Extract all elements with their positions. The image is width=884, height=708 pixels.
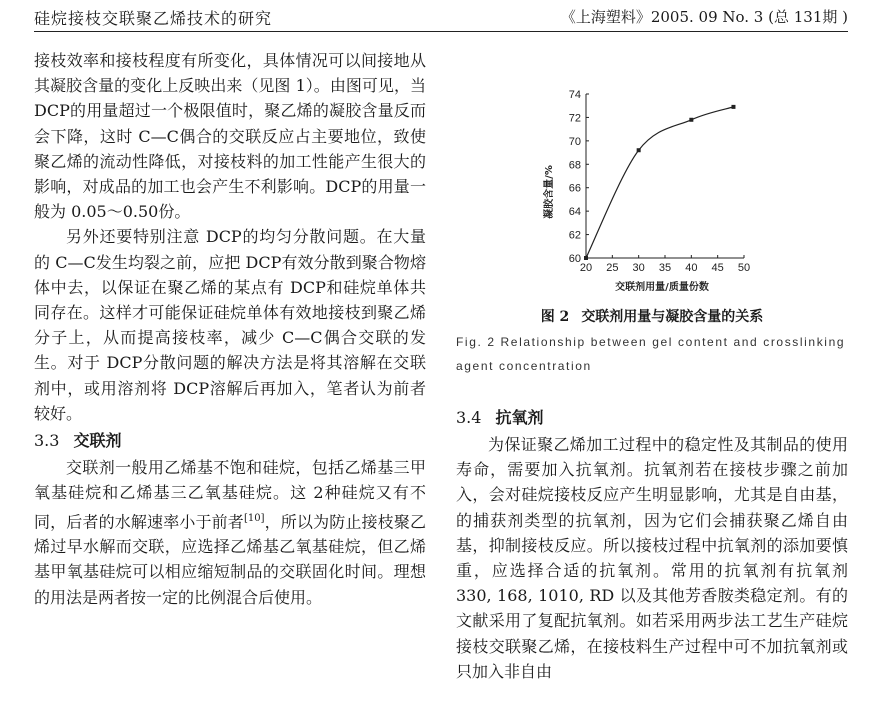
y-tick-label: 74 [568,89,581,101]
chart-ticks [569,89,750,274]
running-header [34,0,848,32]
y-tick-label: 60 [568,253,581,265]
x-tick-label: 25 [606,262,619,274]
citation-ref: [10] [243,512,265,524]
y-tick-label: 68 [568,159,581,172]
x-tick-label: 30 [632,262,645,274]
y-axis-label: 凝胶含量/% [544,165,555,219]
section-title: 交联剂 [73,431,122,451]
y-tick-label: 72 [568,112,581,125]
chart-axes [586,94,744,258]
series-points [584,105,735,260]
y-tick-label: 66 [568,182,581,195]
figure-caption-text: 交联剂用量与凝胶含量的关系 [581,309,764,325]
series-line [586,107,733,258]
section-number: 3.4 [456,408,482,427]
section-3-4-heading [456,405,543,428]
paragraph-3-part-a: 交联剂一般用乙烯基不饱和硅烷，包括乙烯基三甲氧基硅烷和乙烯基三乙氧基硅烷。这 2种硅烷又有不同，后者的水解速率小于前者 [34,458,426,531]
left-column [34,48,426,610]
y-tick-label: 70 [568,135,581,148]
section-3-3-heading [34,428,426,453]
figure-label: 图 2 [540,309,570,325]
x-tick-label: 50 [737,262,751,274]
figure-caption-en: Fig. 2 Relationship between gel content and crosslinking agent concentration [456,335,846,373]
x-tick-label: 35 [658,262,672,274]
data-point [584,256,588,260]
paragraph-1: 接枝效率和接枝程度有所变化，具体情况可以间接地从其凝胶含量的变化上反映出来（见图 1）。由图可见，当 DCP的用量超过一个极限值时，聚乙烯的凝胶含量反而会下降，这时 C—C偶合的交联反应占主要地位，致使聚乙烯的流动性降低，对接枝料的加工性能产生很大的影响，对成品的加工也会产生不利影响。DCP的用量一般为 0.05～0.50份。 [34,51,426,222]
section-title: 抗氧剂 [495,408,544,427]
section-number: 3.3 [34,431,60,451]
x-tick-label: 45 [711,262,724,274]
header-title: 硅烷接枝交联聚乙烯技术的研究 [34,9,273,28]
y-tick-label: 62 [568,229,581,242]
x-tick-label: 40 [685,262,698,274]
y-tick-label: 64 [568,206,581,219]
journal-citation: 《上海塑料》2005. 09 No. 3 (总 131期 ) [560,8,848,26]
paragraph-2: 另外还要特别注意 DCP的均匀分散问题。在大量的 C—C发生均裂之前，应把 DCP有效分散到聚合物熔体中去，以保证在聚乙烯的某点有 DCP和硅烷单体共同存在。这样才可能保证硅烷单体有效地接枝到聚乙烯分子上，从而提高接枝率，减少 C—C偶合交联的发生。对于 DCP分散问题的解决方法是将其溶解在交联剂中，或用溶剂将 DCP溶解后再加入，笔者认为前者较好。 [34,227,426,423]
paragraph-4: 为保证聚乙烯加工过程中的稳定性及其制品的使用寿命，需要加入抗氧剂。抗氧剂若在接枝步骤之前加入，会对硅烷接枝反应产生明显影响，尤其是自由基，的捕获剂类型的抗氧剂，因为它们会捕获聚乙烯自由基，抑制接枝反应。所以接枝过程中抗氧剂的添加要慎重，应选择合适的抗氧剂。常用的抗氧剂有抗氧剂 330, 168, 1010, RD 以及其他芳香胺类稳定剂。有的文献采用了复配抗氧剂。如若采用两步法工艺生产硅烷接枝交联聚乙烯，在接枝料生产过程中可不加抗氧剂或只加入非自由 [456,435,848,681]
data-point [637,148,641,152]
x-tick-label: 20 [579,262,593,274]
figure-caption-zh [456,306,848,326]
paragraph-3-part-b: ，所以为防止接枝聚乙烯过早水解而交联，应选择乙烯基乙氧基硅烷，但乙烯基甲氧基硅烷可以相应缩短制品的交联固化时间。理想的用法是两者按一定的比例混合后使用。 [34,511,426,607]
paragraph-3 [34,455,426,610]
data-point [731,105,735,109]
gel-content-chart [540,80,770,293]
x-axis-label: 交联剂用量/质量份数 [615,282,709,293]
data-point [689,118,693,122]
